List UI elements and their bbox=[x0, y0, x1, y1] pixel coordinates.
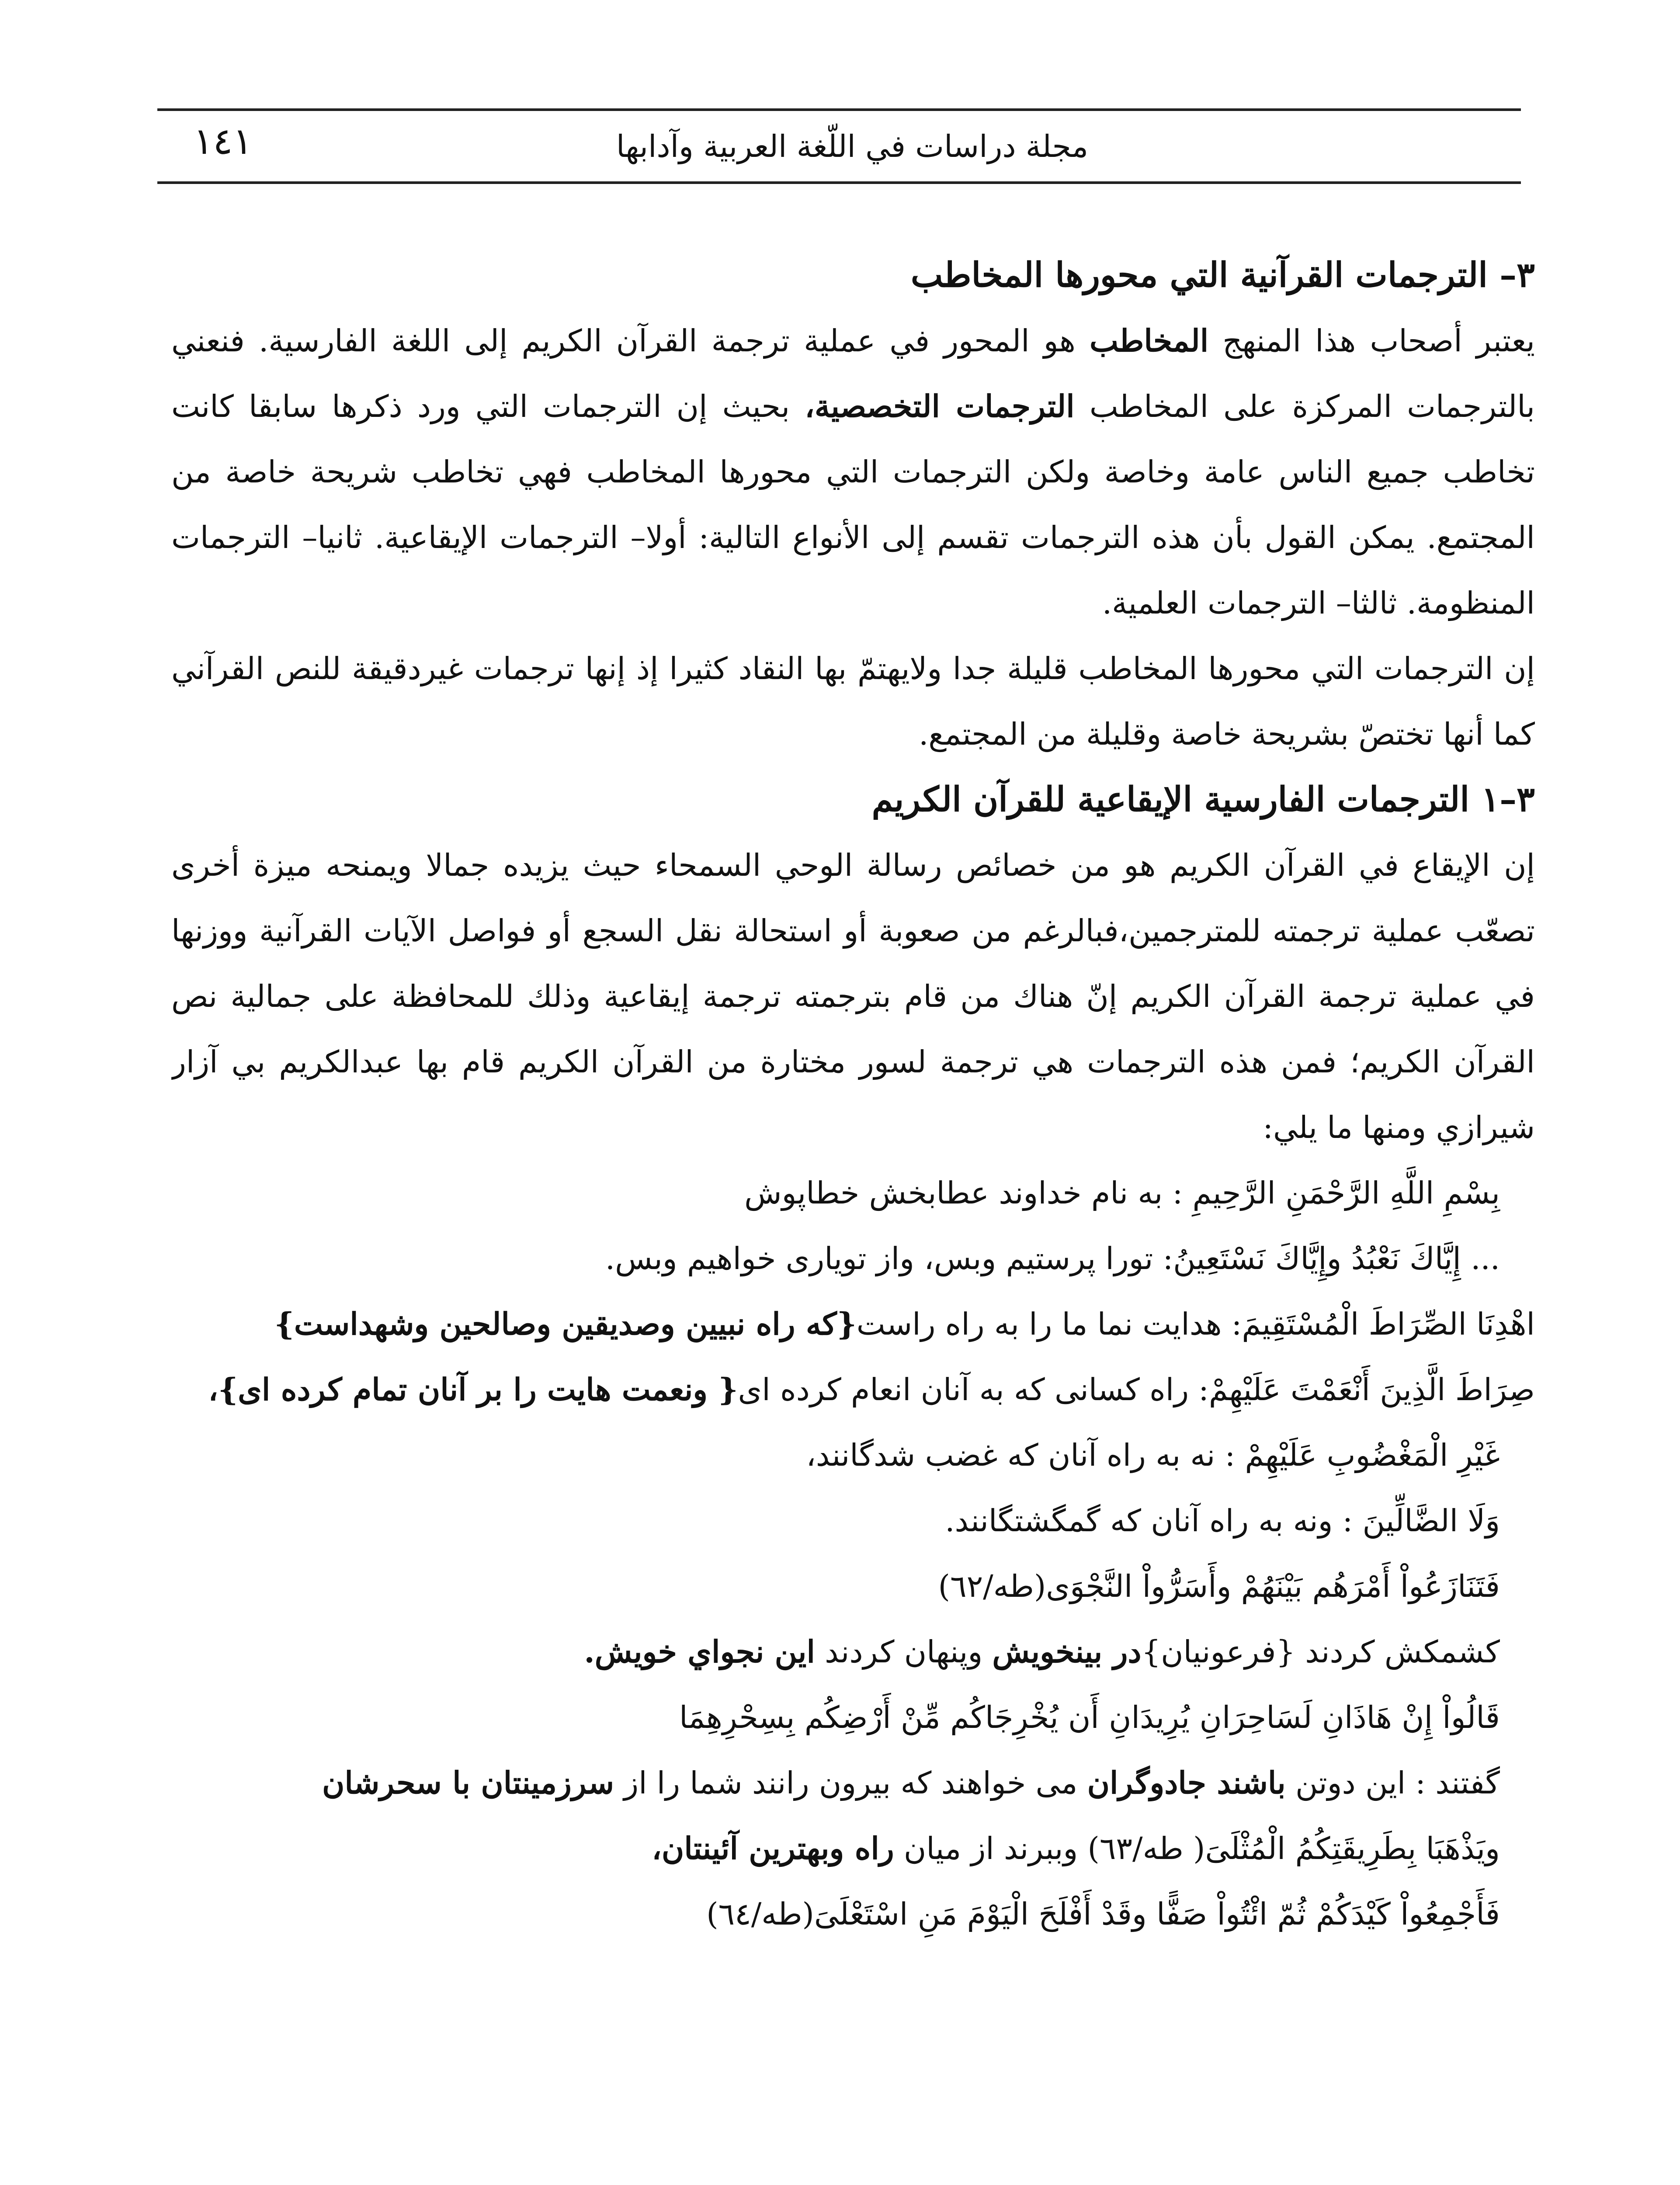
bold-insertion: سرزمينتان با سحرشان bbox=[322, 1765, 614, 1801]
verse-line-3 bbox=[171, 1291, 1535, 1357]
bold-insertion: اين نجواي خويش. bbox=[584, 1634, 815, 1670]
verse-line-4 bbox=[171, 1357, 1535, 1422]
text-run: مى خواهند كه بيرون رانند شما را از bbox=[614, 1765, 1087, 1801]
section-heading-3: ٣– الترجمات القرآنية التي محورها المخاطب bbox=[910, 255, 1535, 295]
section-heading-3-1: ٣–١ الترجمات الفارسية الإيقاعية للقرآن الكريم bbox=[871, 780, 1535, 819]
text-run: كشمكش كردند {فرعونيان} bbox=[1141, 1634, 1500, 1670]
paragraph-3-intro bbox=[171, 308, 1535, 636]
text-run: بحيث إن الترجمات التي ورد ذكرها سابقا كانت تخاطب جميع الناس عامة وخاصة ولكن الترجمات التي محورها المخاطب فهي تخاطب شريحة خاصة من المجتمع. يمكن القول بأن هذه الترجمات تقسم إلى الأنواع التالية: أولا– الترجمات الإيقاعية. ثانيا– الترجمات المنظومة. ثالثا– الترجمات العلمية. bbox=[171, 388, 1535, 621]
bold-term-specialized: الترجمات التخصصية، bbox=[805, 388, 1075, 424]
verse-line-12: فَأَجْمِعُواْ كَيْدَكُمْ ثُمّ ائْتُواْ صَفًّا وقَدْ أَفْلَحَ الْيَوْمَ مَنِ اسْتَعْلَىَ(طه/٦٤) bbox=[706, 1896, 1500, 1932]
page-number: ١٤١ bbox=[193, 120, 253, 163]
verse-line-8 bbox=[171, 1619, 1535, 1685]
header-rule-top bbox=[157, 108, 1521, 111]
verse-line-11 bbox=[171, 1816, 1535, 1881]
bold-insertion: در بينخويش bbox=[992, 1634, 1142, 1670]
text-run: يعتبر أصحاب هذا المنهج bbox=[1208, 323, 1535, 359]
text-run: صِرَاطَ الَّذِينَ أَنْعَمْتَ عَلَيْهِمْ: راه كسانى كه به آنان انعام كرده اى bbox=[738, 1372, 1535, 1408]
text-run: ويَذْهَبَا بِطَرِيقَتِكُمُ الْمُثْلَىَ( طه/٦٣) وببرند از ميان bbox=[894, 1831, 1500, 1866]
header-rule-bottom bbox=[157, 181, 1521, 184]
paragraph-3-second: إن الترجمات التي محورها المخاطب قليلة جدا ولايهتمّ بها النقاد كثيرا إذ إنها ترجمات غيردقيقة للنص القرآني كما أنها تختصّ بشريحة خاصة وقليلة من المجتمع. bbox=[171, 651, 1535, 752]
page-body bbox=[171, 243, 1535, 2185]
verse-line-6: وَلَا الضَّالِّينَ : ونه به راه آنان كه گمگشتگانند. bbox=[945, 1503, 1500, 1539]
verse-line-9: قَالُواْ إِنْ هَاذَانِ لَسَاحِرَانِ يُرِيدَانِ أَن يُخْرِجَاكُم مِّنْ أَرْضِكُم بِسِحْرِهِمَا bbox=[679, 1699, 1500, 1735]
text-run: گفتند : اين دوتن bbox=[1285, 1765, 1500, 1801]
text-run: وپنهان كردند bbox=[815, 1634, 993, 1670]
bold-term-addressee: المخاطب bbox=[1089, 323, 1209, 359]
bold-insertion: باشند جادوگران bbox=[1087, 1765, 1286, 1801]
running-header-title: مجلة دراسات في اللّغة العربية وآدابها bbox=[616, 128, 1089, 164]
bold-insertion: {كه راه نبيين وصديقين وصالحين وشهداست} bbox=[274, 1306, 857, 1342]
bold-insertion: راه وبهترين آئينتان، bbox=[652, 1830, 894, 1866]
verse-line-10 bbox=[171, 1750, 1535, 1816]
bold-insertion: { ونعمت هايت را بر آنان تمام كرده اى}، bbox=[208, 1371, 738, 1408]
verse-line-1: بِسْمِ اللَّهِ الرَّحْمَنِ الرَّحِيمِ : به نام خداوند عطابخش خطاپوش bbox=[744, 1175, 1500, 1211]
verse-line-7: فَتَنَازَعُواْ أَمْرَهُم بَيْنَهُمْ وأَسَرُّواْ النَّجْوَى(طه/٦٢) bbox=[938, 1568, 1500, 1604]
paragraph-3-1: إن الإيقاع في القرآن الكريم هو من خصائص رسالة الوحي السمحاء حيث يزيده جمالا ويمنحه ميزة أخرى تصعّب عملية ترجمته للمترجمين،فبالرغم من صعوبة أو استحالة نقل السجع أو فواصل الآيات القرآنية ووزنها في عملية ترجمة القرآن الكريم إنّ هناك من قام بترجمته ترجمة إيقاعية وذلك للمحافظة على جمالية نص القرآن الكريم؛ فمن هذه الترجمات هي ترجمة لسور مختارة من القرآن الكريم قام بها عبدالكريم بي آزار شيرازي ومنها ما يلي: bbox=[171, 847, 1535, 1145]
verse-line-5: غَيْرِ الْمَغْضُوبِ عَلَيْهِمْ : نه به راه آنان كه غضب شدگانند، bbox=[806, 1437, 1500, 1473]
verse-line-2: ... إِيَّاكَ نَعْبُدُ وإِيَّاكَ نَسْتَعِينُ: تورا پرستيم وبس، واز تويارى خواهيم وبس. bbox=[605, 1241, 1500, 1276]
text-run: اهْدِنَا الصِّرَاطَ الْمُسْتَقِيمَ: هدايت نما ما را به راه راست bbox=[856, 1306, 1535, 1342]
text-run: هو المحور في عملية ترجمة القرآن الكريم إلى اللغة الفارسية. فنعني بالترجمات المركزة على المخاطب bbox=[171, 323, 1535, 424]
